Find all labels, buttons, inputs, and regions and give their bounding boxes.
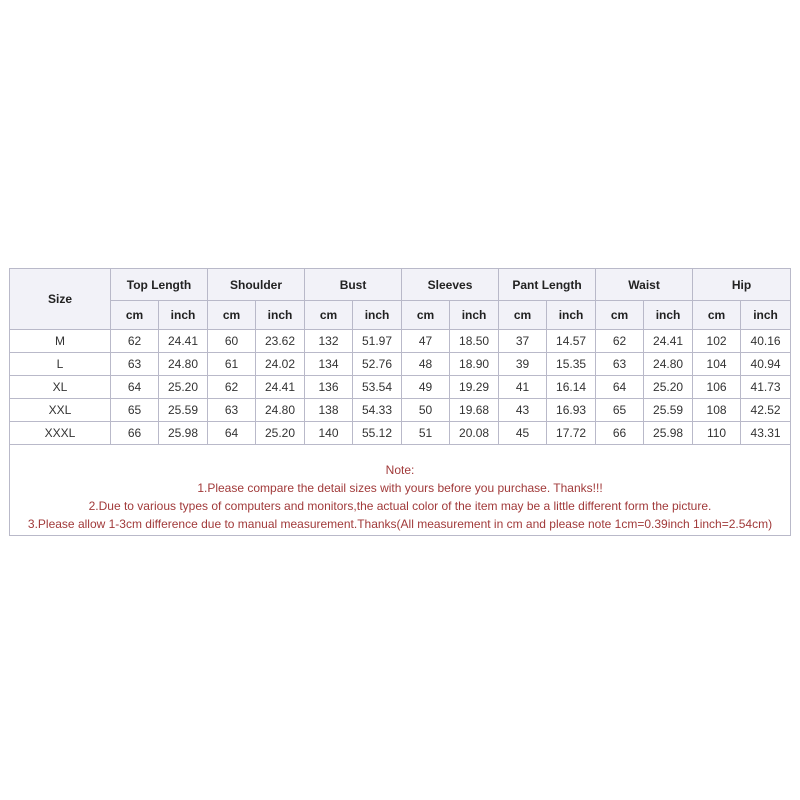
- table-cell: 20.08: [450, 422, 499, 445]
- table-cell: 52.76: [353, 353, 402, 376]
- table-cell: 50: [402, 399, 450, 422]
- table-cell: 110: [693, 422, 741, 445]
- table-cell: 134: [305, 353, 353, 376]
- note-box: [9, 445, 791, 536]
- unit-header-cm: cm: [305, 301, 353, 330]
- table-cell: 64: [596, 376, 644, 399]
- table-cell: 43.31: [741, 422, 791, 445]
- group-header-top-length: Top Length: [111, 269, 208, 301]
- table-cell: 43: [499, 399, 547, 422]
- table-row: [10, 330, 791, 353]
- table-cell: 16.14: [547, 376, 596, 399]
- table-cell: 66: [596, 422, 644, 445]
- table-cell: 106: [693, 376, 741, 399]
- unit-header-inch: inch: [159, 301, 208, 330]
- table-cell: 63: [208, 399, 256, 422]
- table-cell: 24.80: [644, 353, 693, 376]
- table-cell: 108: [693, 399, 741, 422]
- table-row: [10, 422, 791, 445]
- table-cell: 65: [111, 399, 159, 422]
- table-cell: 24.41: [644, 330, 693, 353]
- table-cell: 25.98: [644, 422, 693, 445]
- table-cell: 24.80: [256, 399, 305, 422]
- table-cell: 25.59: [159, 399, 208, 422]
- table-cell: 37: [499, 330, 547, 353]
- table-cell: 140: [305, 422, 353, 445]
- table-cell: 55.12: [353, 422, 402, 445]
- header-row-units: [10, 301, 791, 330]
- size-table: [9, 268, 791, 445]
- table-cell: 25.20: [159, 376, 208, 399]
- table-cell: 62: [596, 330, 644, 353]
- table-cell: 51.97: [353, 330, 402, 353]
- size-cell: XXL: [10, 399, 111, 422]
- table-cell: 25.20: [644, 376, 693, 399]
- size-chart: [9, 268, 791, 536]
- table-cell: 136: [305, 376, 353, 399]
- note-line-2: 2.Due to various types of computers and monitors,the actual color of the item may be a little different form the picture.: [88, 499, 712, 513]
- table-cell: 40.16: [741, 330, 791, 353]
- table-cell: 63: [111, 353, 159, 376]
- table-cell: 64: [208, 422, 256, 445]
- note-line-1: 1.Please compare the detail sizes with yours before you purchase. Thanks!!!: [197, 481, 603, 495]
- table-cell: 25.59: [644, 399, 693, 422]
- table-cell: 47: [402, 330, 450, 353]
- table-cell: 64: [111, 376, 159, 399]
- table-cell: 132: [305, 330, 353, 353]
- table-row: [10, 376, 791, 399]
- size-rows: [10, 330, 791, 445]
- group-header-waist: Waist: [596, 269, 693, 301]
- unit-header-cm: cm: [402, 301, 450, 330]
- table-cell: 15.35: [547, 353, 596, 376]
- table-cell: 41: [499, 376, 547, 399]
- unit-header-inch: inch: [547, 301, 596, 330]
- group-header-shoulder: Shoulder: [208, 269, 305, 301]
- table-cell: 138: [305, 399, 353, 422]
- table-cell: 25.98: [159, 422, 208, 445]
- table-cell: 42.52: [741, 399, 791, 422]
- unit-header-cm: cm: [111, 301, 159, 330]
- table-cell: 18.50: [450, 330, 499, 353]
- table-cell: 41.73: [741, 376, 791, 399]
- table-cell: 24.80: [159, 353, 208, 376]
- unit-header-cm: cm: [693, 301, 741, 330]
- table-cell: 40.94: [741, 353, 791, 376]
- table-cell: 60: [208, 330, 256, 353]
- size-header: Size: [10, 269, 111, 330]
- table-cell: 24.41: [159, 330, 208, 353]
- table-row: [10, 399, 791, 422]
- table-cell: 48: [402, 353, 450, 376]
- unit-header-cm: cm: [596, 301, 644, 330]
- size-cell: XXXL: [10, 422, 111, 445]
- table-cell: 65: [596, 399, 644, 422]
- table-cell: 63: [596, 353, 644, 376]
- table-cell: 104: [693, 353, 741, 376]
- table-cell: 24.02: [256, 353, 305, 376]
- table-cell: 18.90: [450, 353, 499, 376]
- note-title: Note:: [385, 463, 415, 477]
- table-cell: 19.29: [450, 376, 499, 399]
- size-cell: L: [10, 353, 111, 376]
- table-cell: 102: [693, 330, 741, 353]
- size-cell: XL: [10, 376, 111, 399]
- unit-header-cm: cm: [499, 301, 547, 330]
- table-cell: 62: [208, 376, 256, 399]
- table-cell: 17.72: [547, 422, 596, 445]
- table-cell: 66: [111, 422, 159, 445]
- group-header-bust: Bust: [305, 269, 402, 301]
- table-cell: 61: [208, 353, 256, 376]
- unit-header-inch: inch: [450, 301, 499, 330]
- unit-header-inch: inch: [741, 301, 791, 330]
- unit-header-cm: cm: [208, 301, 256, 330]
- table-cell: 39: [499, 353, 547, 376]
- group-header-pant-length: Pant Length: [499, 269, 596, 301]
- table-cell: 23.62: [256, 330, 305, 353]
- table-cell: 45: [499, 422, 547, 445]
- unit-header-inch: inch: [353, 301, 402, 330]
- table-cell: 25.20: [256, 422, 305, 445]
- table-cell: 53.54: [353, 376, 402, 399]
- table-cell: 54.33: [353, 399, 402, 422]
- unit-header-inch: inch: [256, 301, 305, 330]
- table-cell: 49: [402, 376, 450, 399]
- header-row-groups: [10, 269, 791, 301]
- table-cell: 24.41: [256, 376, 305, 399]
- table-cell: 51: [402, 422, 450, 445]
- table-cell: 62: [111, 330, 159, 353]
- table-row: [10, 353, 791, 376]
- group-header-sleeves: Sleeves: [402, 269, 499, 301]
- table-cell: 14.57: [547, 330, 596, 353]
- group-header-hip: Hip: [693, 269, 791, 301]
- unit-header-inch: inch: [644, 301, 693, 330]
- note-line-3: 3.Please allow 1-3cm difference due to manual measurement.Thanks(All measurement in cm and please note 1cm=0.39inch 1inch=2.54cm): [27, 517, 773, 531]
- size-cell: M: [10, 330, 111, 353]
- table-cell: 16.93: [547, 399, 596, 422]
- table-cell: 19.68: [450, 399, 499, 422]
